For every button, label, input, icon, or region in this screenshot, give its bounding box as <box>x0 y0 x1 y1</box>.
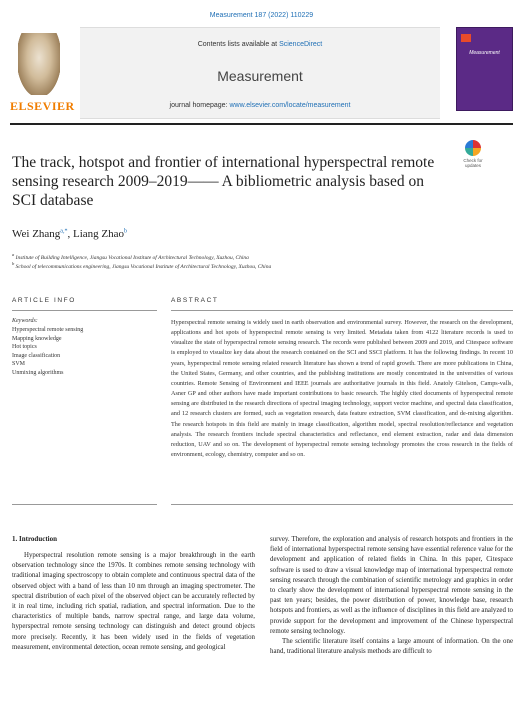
keyword-item: Hot topics <box>12 344 37 351</box>
author-affiliation-mark[interactable]: a,* <box>60 228 68 235</box>
homepage-prefix: journal homepage: <box>169 102 230 109</box>
article-info-heading: ARTICLE INFO <box>12 297 76 304</box>
body-paragraph: Hyperspectral resolution remote sensing is a major breakthrough in the earth observation technology since the 1970s. It combines remote sensing technology with traditional imaging spectroscopy to obtain complete and continuous spectral data of the observed object with a band of less than 10 nm through an imaging spectrometer. The spectral distribution of each pixel of the observed object can be accurately reflected by it in real time, including rich spatial, radiation, and spectral information. Due to the characteristics of multiple bands, narrow spectral range, and large data volume, hyperspectral remote sensing technology can distinguish and detect ground objects more precisely. Recently, it has been widely used in the fields of vegetation measurement, environmental detection, ocean remote sensing, and geological <box>12 552 255 651</box>
body-column-left <box>12 551 255 653</box>
elsevier-logo[interactable] <box>10 33 75 117</box>
body-paragraph: survey. Therefore, the exploration and analysis of research hotspots and frontiers in the field of international hyperspectral remote sensing have essential reference value for the development and application of related fields in China. In this paper, Citespace software is used to draw a visual knowledge map of international hyperspectral remote sensing research through the combination of scientific metrology and graphics in order to clearly show the development of international hyperspectral remote sensing in the past ten years; besides, the power distribution of power, knowledge base, research hotspots and frontiers, as well as the influence of disciplines in this field are analyzed to provide support for the development and improvement of the Chinese hyperspectral remote sensing technology. <box>270 536 513 635</box>
elsevier-wordmark: ELSEVIER <box>10 99 75 113</box>
body-column-right <box>270 535 513 657</box>
contents-prefix: Contents lists available at <box>197 41 280 48</box>
journal-banner <box>80 27 440 119</box>
affiliation-b <box>12 261 271 270</box>
abstract-bottom-rule <box>171 504 513 505</box>
journal-citation[interactable]: Measurement 187 (2022) 110229 <box>209 12 314 19</box>
keywords-bottom-rule <box>12 504 157 505</box>
keyword-item: Image classification <box>12 352 61 359</box>
elsevier-tree-icon <box>18 33 60 95</box>
contents-line <box>80 41 440 48</box>
keyword-list <box>12 326 83 378</box>
sciencedirect-link[interactable]: ScienceDirect <box>279 41 323 48</box>
check-for-updates-button[interactable] <box>458 140 488 174</box>
journal-cover-thumbnail[interactable] <box>456 27 513 111</box>
affiliation-text: School of telecommunications engineering, Jiangsu Vocational Institute of Architectural Technology, Xuzhou, China <box>14 263 272 270</box>
keywords-label: Keywords: <box>12 318 38 324</box>
header-rule <box>10 123 513 125</box>
affiliation-mark: a <box>12 252 15 257</box>
cover-title: Measurement <box>469 50 500 56</box>
author-affiliation-mark[interactable]: b <box>123 228 127 235</box>
article-info-rule <box>12 310 157 311</box>
journal-homepage-link[interactable]: www.elsevier.com/locate/measurement <box>229 102 351 109</box>
author-list <box>12 228 127 240</box>
affiliation-a <box>12 252 249 261</box>
keyword-item: Mapping knowledge <box>12 335 62 342</box>
author-name[interactable]: Wei Zhang <box>12 228 61 240</box>
homepage-line <box>80 102 440 109</box>
check-updates-icon <box>465 140 481 156</box>
affiliation-mark: b <box>12 261 15 266</box>
section-heading-introduction: 1. Introduction <box>12 535 57 543</box>
affiliation-text: Institute of Building Intelligence, Jiangsu Vocational Institute of Architectural Technology, Xuzhou, China <box>14 254 249 261</box>
body-paragraph: The scientific literature itself contains a large amount of information. On the one hand, traditional literature analysis methods are difficult to <box>270 638 513 656</box>
cover-logo-icon <box>461 34 471 42</box>
journal-name: Measurement <box>217 68 303 84</box>
author-separator: , <box>67 228 73 240</box>
keyword-item: Unmixing algorithms <box>12 369 64 376</box>
abstract-text: Hyperspectral remote sensing is widely used in earth observation and environmental survey. However, the research on the development, applications and hot spots of hyperspectral remote sensing is very limited. Metadata taken from 4122 literature records is used to visualize the state of hyperspectral remote sensing research. The records were published between 2009 and 2019, and Citespace software is employed to visualize key data about the research contained on the SCI and SSCI platform. It has the following findings. In recent 10 years, hyperspectral remote sensing related research literature has shown a trend of rapid growth. There are more publications in China, the United States, Germany, and other countries, and the publishing institutions are mostly concentrated in the universities of various countries. Remote Sensing of Environment and IEEE journals are authoritative journals in this field. Anatoly Gitelson, Camps-valls, Asner GP and other authors have made important contributions to basic research. The highly cited documents of hyperspectral remote sensing are distributed in the research directions of spectral imaging technology, support vector machine, and spectral data classification, and 12 research clusters are formed, such as vegetation research, data feature extraction, SVM classification, and de-mixing algorithm. The research hotspots in this field are mainly in image classification, algorithm model, spectral resolution/reflectance and vegetation analysis. The research frontiers include spectral characteristics and reflectance, end element extraction, radar and data dimension reduction, UAV and so on. The development of hyperspectral remote sensing technology promotes the cross research in the fields of environment, ecology, chemistry, computer and so on. <box>171 319 513 459</box>
keyword-item: Hyperspectral remote sensing <box>12 327 84 333</box>
abstract-rule <box>171 310 513 311</box>
article-title: The track, hotspot and frontier of international hyperspectral remote sensing research 2009–2019—— A bibliometric analysis based on SCI database <box>12 154 435 209</box>
abstract-heading: ABSTRACT <box>171 297 219 304</box>
author-name[interactable]: Liang Zhao <box>72 228 124 240</box>
check-updates-label: Check for updates <box>463 158 483 168</box>
journal-header <box>10 27 513 119</box>
keyword-item: SVM <box>12 361 26 368</box>
